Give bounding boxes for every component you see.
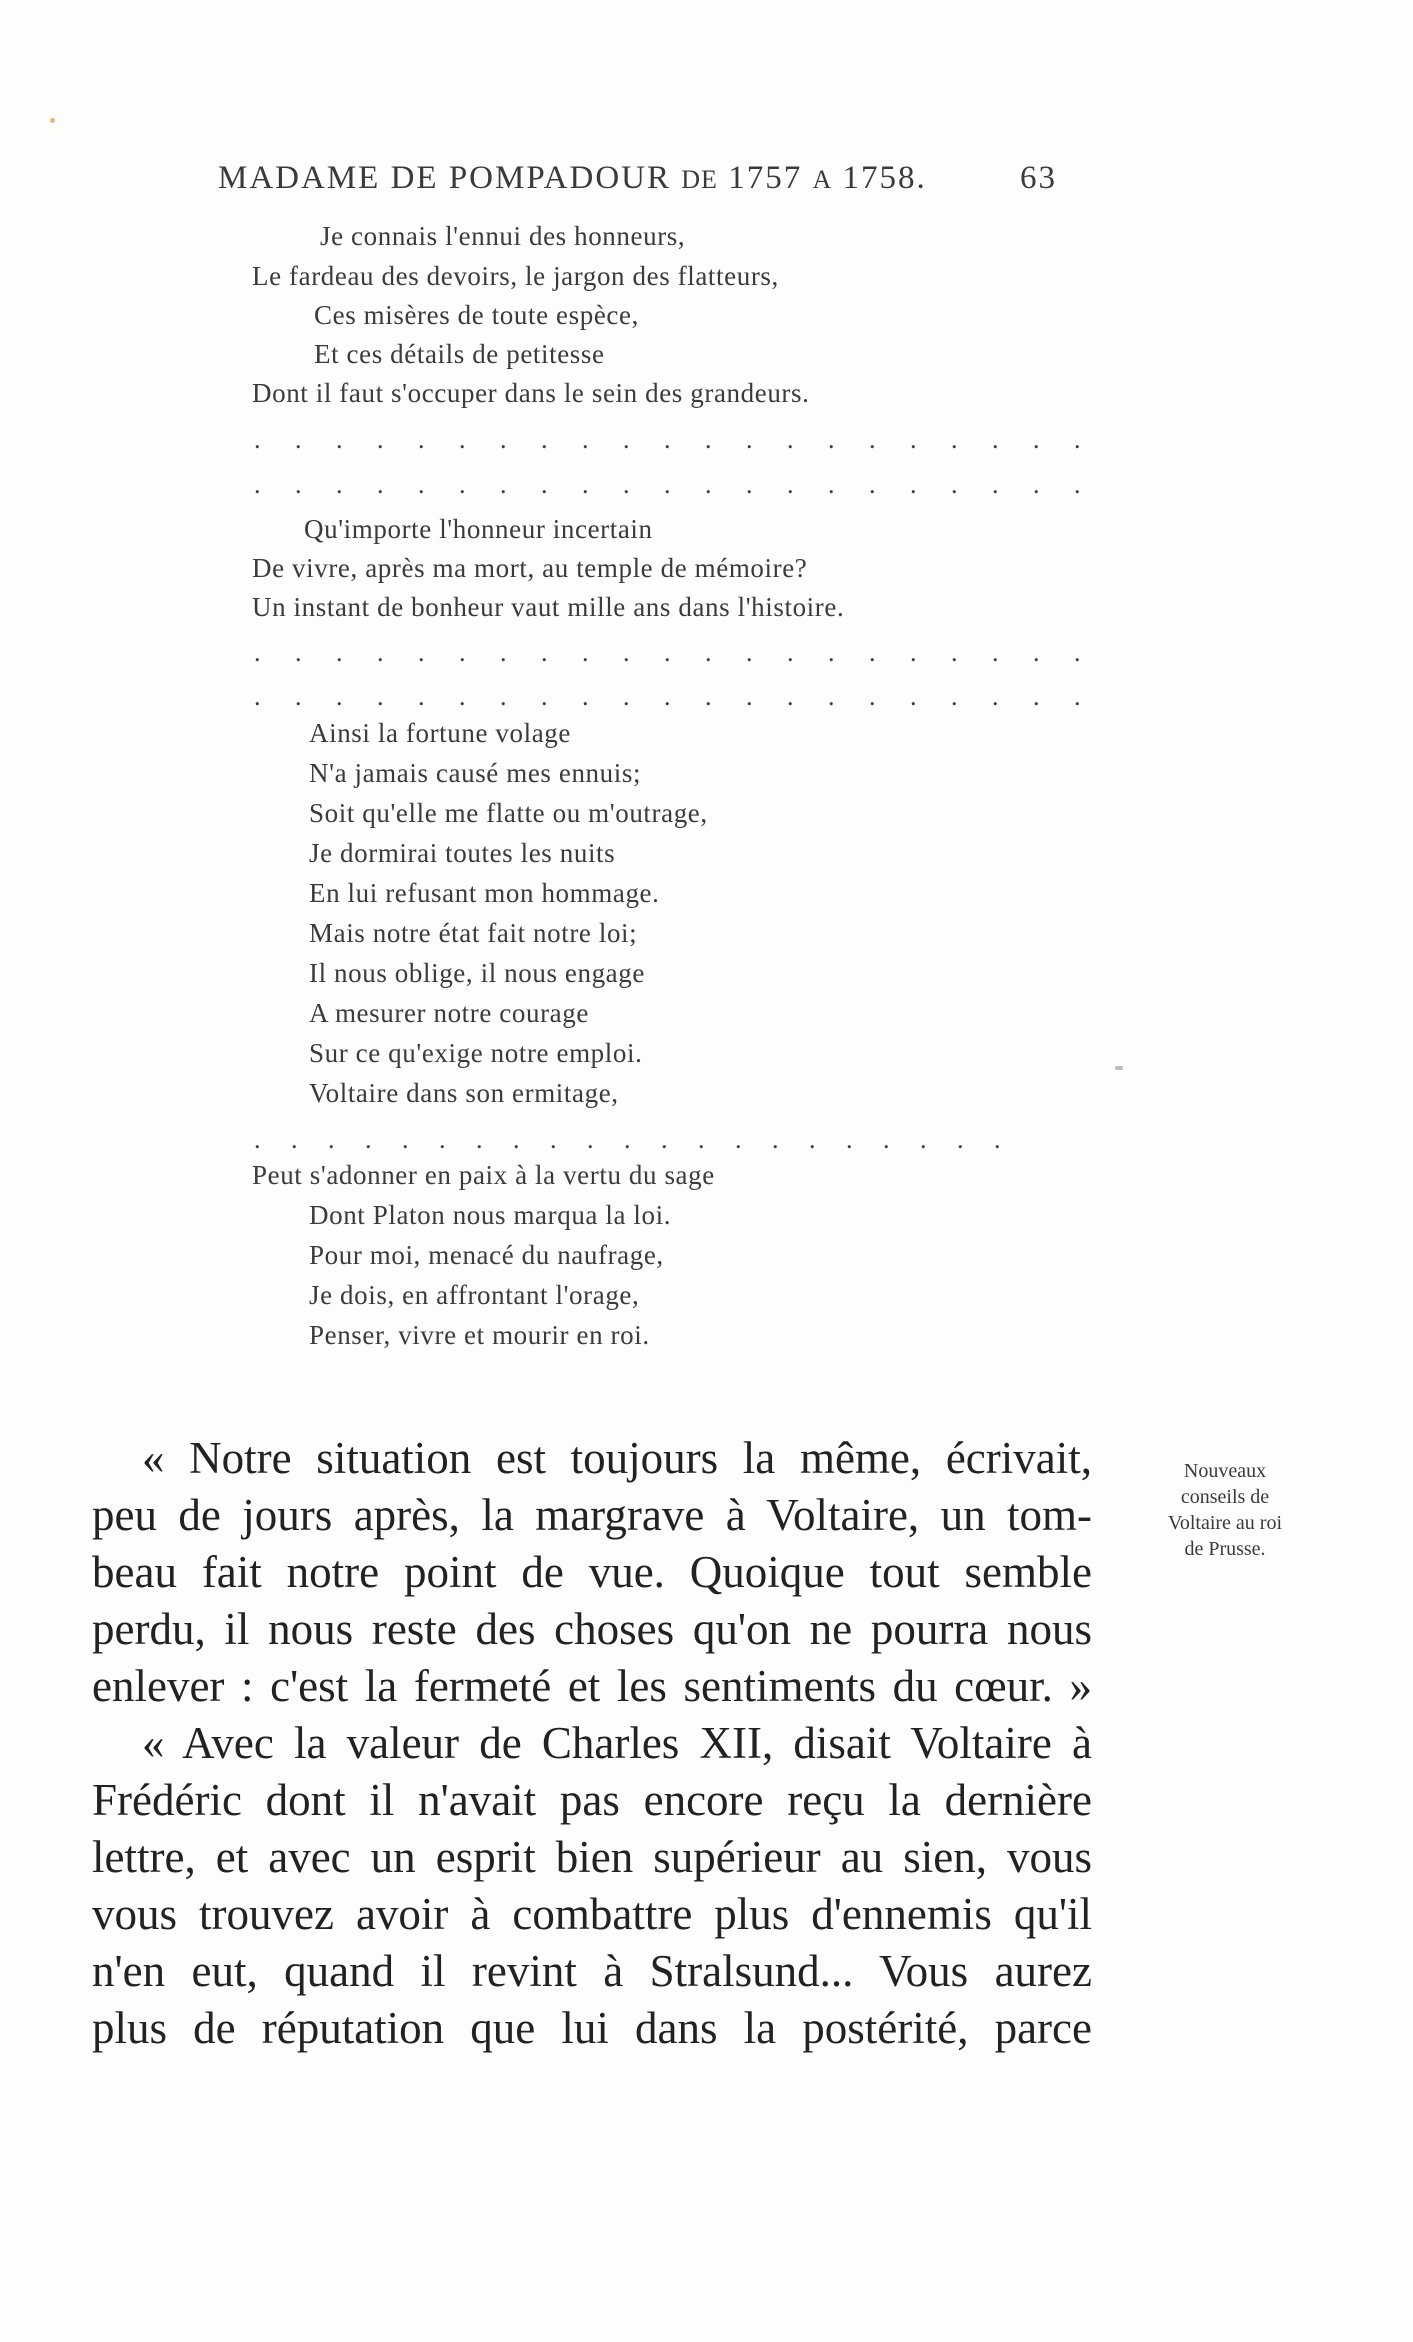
verse-line: Dont Platon nous marqua la loi.	[309, 1200, 672, 1230]
prose-line: plus de réputation que lui dans la postérité, parce	[92, 2003, 1092, 2053]
header-years-prefix: DE	[681, 165, 718, 194]
verse-line: Voltaire dans son ermitage,	[309, 1078, 619, 1108]
header-years-joiner: A	[812, 165, 833, 194]
prose-line: perdu, il nous reste des choses qu'on ne pourra nous	[92, 1604, 1092, 1654]
prose-line: « Notre situation est toujours la même, écrivait,	[142, 1433, 1092, 1483]
verse-line: Pour moi, menacé du naufrage,	[309, 1240, 664, 1270]
page-number: 63	[1020, 160, 1057, 196]
running-header	[0, 160, 1413, 200]
ellipsis-row: . . . . . . . . . . . . . . . . . . . . .	[254, 425, 1095, 454]
ellipsis-row: . . . . . . . . . . . . . . . . . . . . .	[254, 638, 1095, 667]
verse-line: Peut s'adonner en paix à la vertu du sage	[252, 1160, 715, 1190]
verse-line: Je dormirai toutes les nuits	[309, 838, 616, 868]
verse-line: Penser, vivre et mourir en roi.	[309, 1320, 650, 1350]
ellipsis-row: . . . . . . . . . . . . . . . . . . . . .	[254, 470, 1095, 499]
verse-line: Mais notre état fait notre loi;	[309, 918, 638, 948]
prose-line: beau fait notre point de vue. Quoique tout semble	[92, 1547, 1092, 1597]
margin-note-line: Voltaire au roi	[1167, 1512, 1283, 1534]
ellipsis-row: . . . . . . . . . . . . . . . . . . . . .	[254, 1125, 1013, 1154]
verse-line: Et ces détails de petitesse	[314, 339, 605, 369]
verse-line: Je connais l'ennui des honneurs,	[320, 221, 686, 251]
margin-note-line: conseils de	[1180, 1486, 1270, 1508]
header-title-text: MADAME DE POMPADOUR	[218, 160, 672, 196]
verse-line: Qu'importe l'honneur incertain	[304, 514, 653, 544]
margin-note	[1110, 1458, 1340, 1562]
verse-line: A mesurer notre courage	[309, 998, 589, 1028]
page-speck	[1115, 1066, 1123, 1070]
verse-line: Dont il faut s'occuper dans le sein des grandeurs.	[252, 378, 810, 408]
verse-line: Ainsi la fortune volage	[309, 718, 571, 748]
page-speck	[50, 118, 55, 123]
prose-line: Frédéric dont il n'avait pas encore reçu la dernière	[92, 1775, 1092, 1825]
verse-line: Le fardeau des devoirs, le jargon des flatteurs,	[252, 261, 779, 291]
ellipsis-row: . . . . . . . . . . . . . . . . . . . . .	[254, 682, 1095, 711]
verse-line: En lui refusant mon hommage.	[309, 878, 660, 908]
verse-line: N'a jamais causé mes ennuis;	[309, 758, 642, 788]
prose-line: lettre, et avec un esprit bien supérieur au sien, vous	[92, 1832, 1092, 1882]
verse-line: Je dois, en affrontant l'orage,	[309, 1280, 640, 1310]
margin-note-line: de Prusse.	[1184, 1538, 1266, 1560]
prose-line: vous trouvez avoir à combattre plus d'ennemis qu'il	[92, 1889, 1092, 1939]
verse-line: Sur ce qu'exige notre emploi.	[309, 1038, 643, 1068]
prose-line: n'en eut, quand il revint à Stralsund... Vous aurez	[92, 1946, 1092, 1996]
prose-line: peu de jours après, la margrave à Voltaire, un tom-	[92, 1490, 1092, 1540]
verse-line: Ces misères de toute espèce,	[314, 300, 639, 330]
margin-note-line: Nouveaux	[1183, 1460, 1267, 1482]
header-title	[218, 160, 927, 197]
prose-line: enlever : c'est la fermeté et les sentiments du cœur. »	[92, 1661, 1092, 1711]
verse-line: Soit qu'elle me flatte ou m'outrage,	[309, 798, 708, 828]
header-year-end: 1758.	[842, 160, 927, 196]
prose-line: « Avec la valeur de Charles XII, disait Voltaire à	[142, 1718, 1092, 1768]
verse-line: Un instant de bonheur vaut mille ans dans l'histoire.	[252, 592, 845, 622]
verse-line: Il nous oblige, il nous engage	[309, 958, 645, 988]
verse-line: De vivre, après ma mort, au temple de mémoire?	[252, 553, 808, 583]
header-year-start: 1757	[728, 160, 803, 196]
